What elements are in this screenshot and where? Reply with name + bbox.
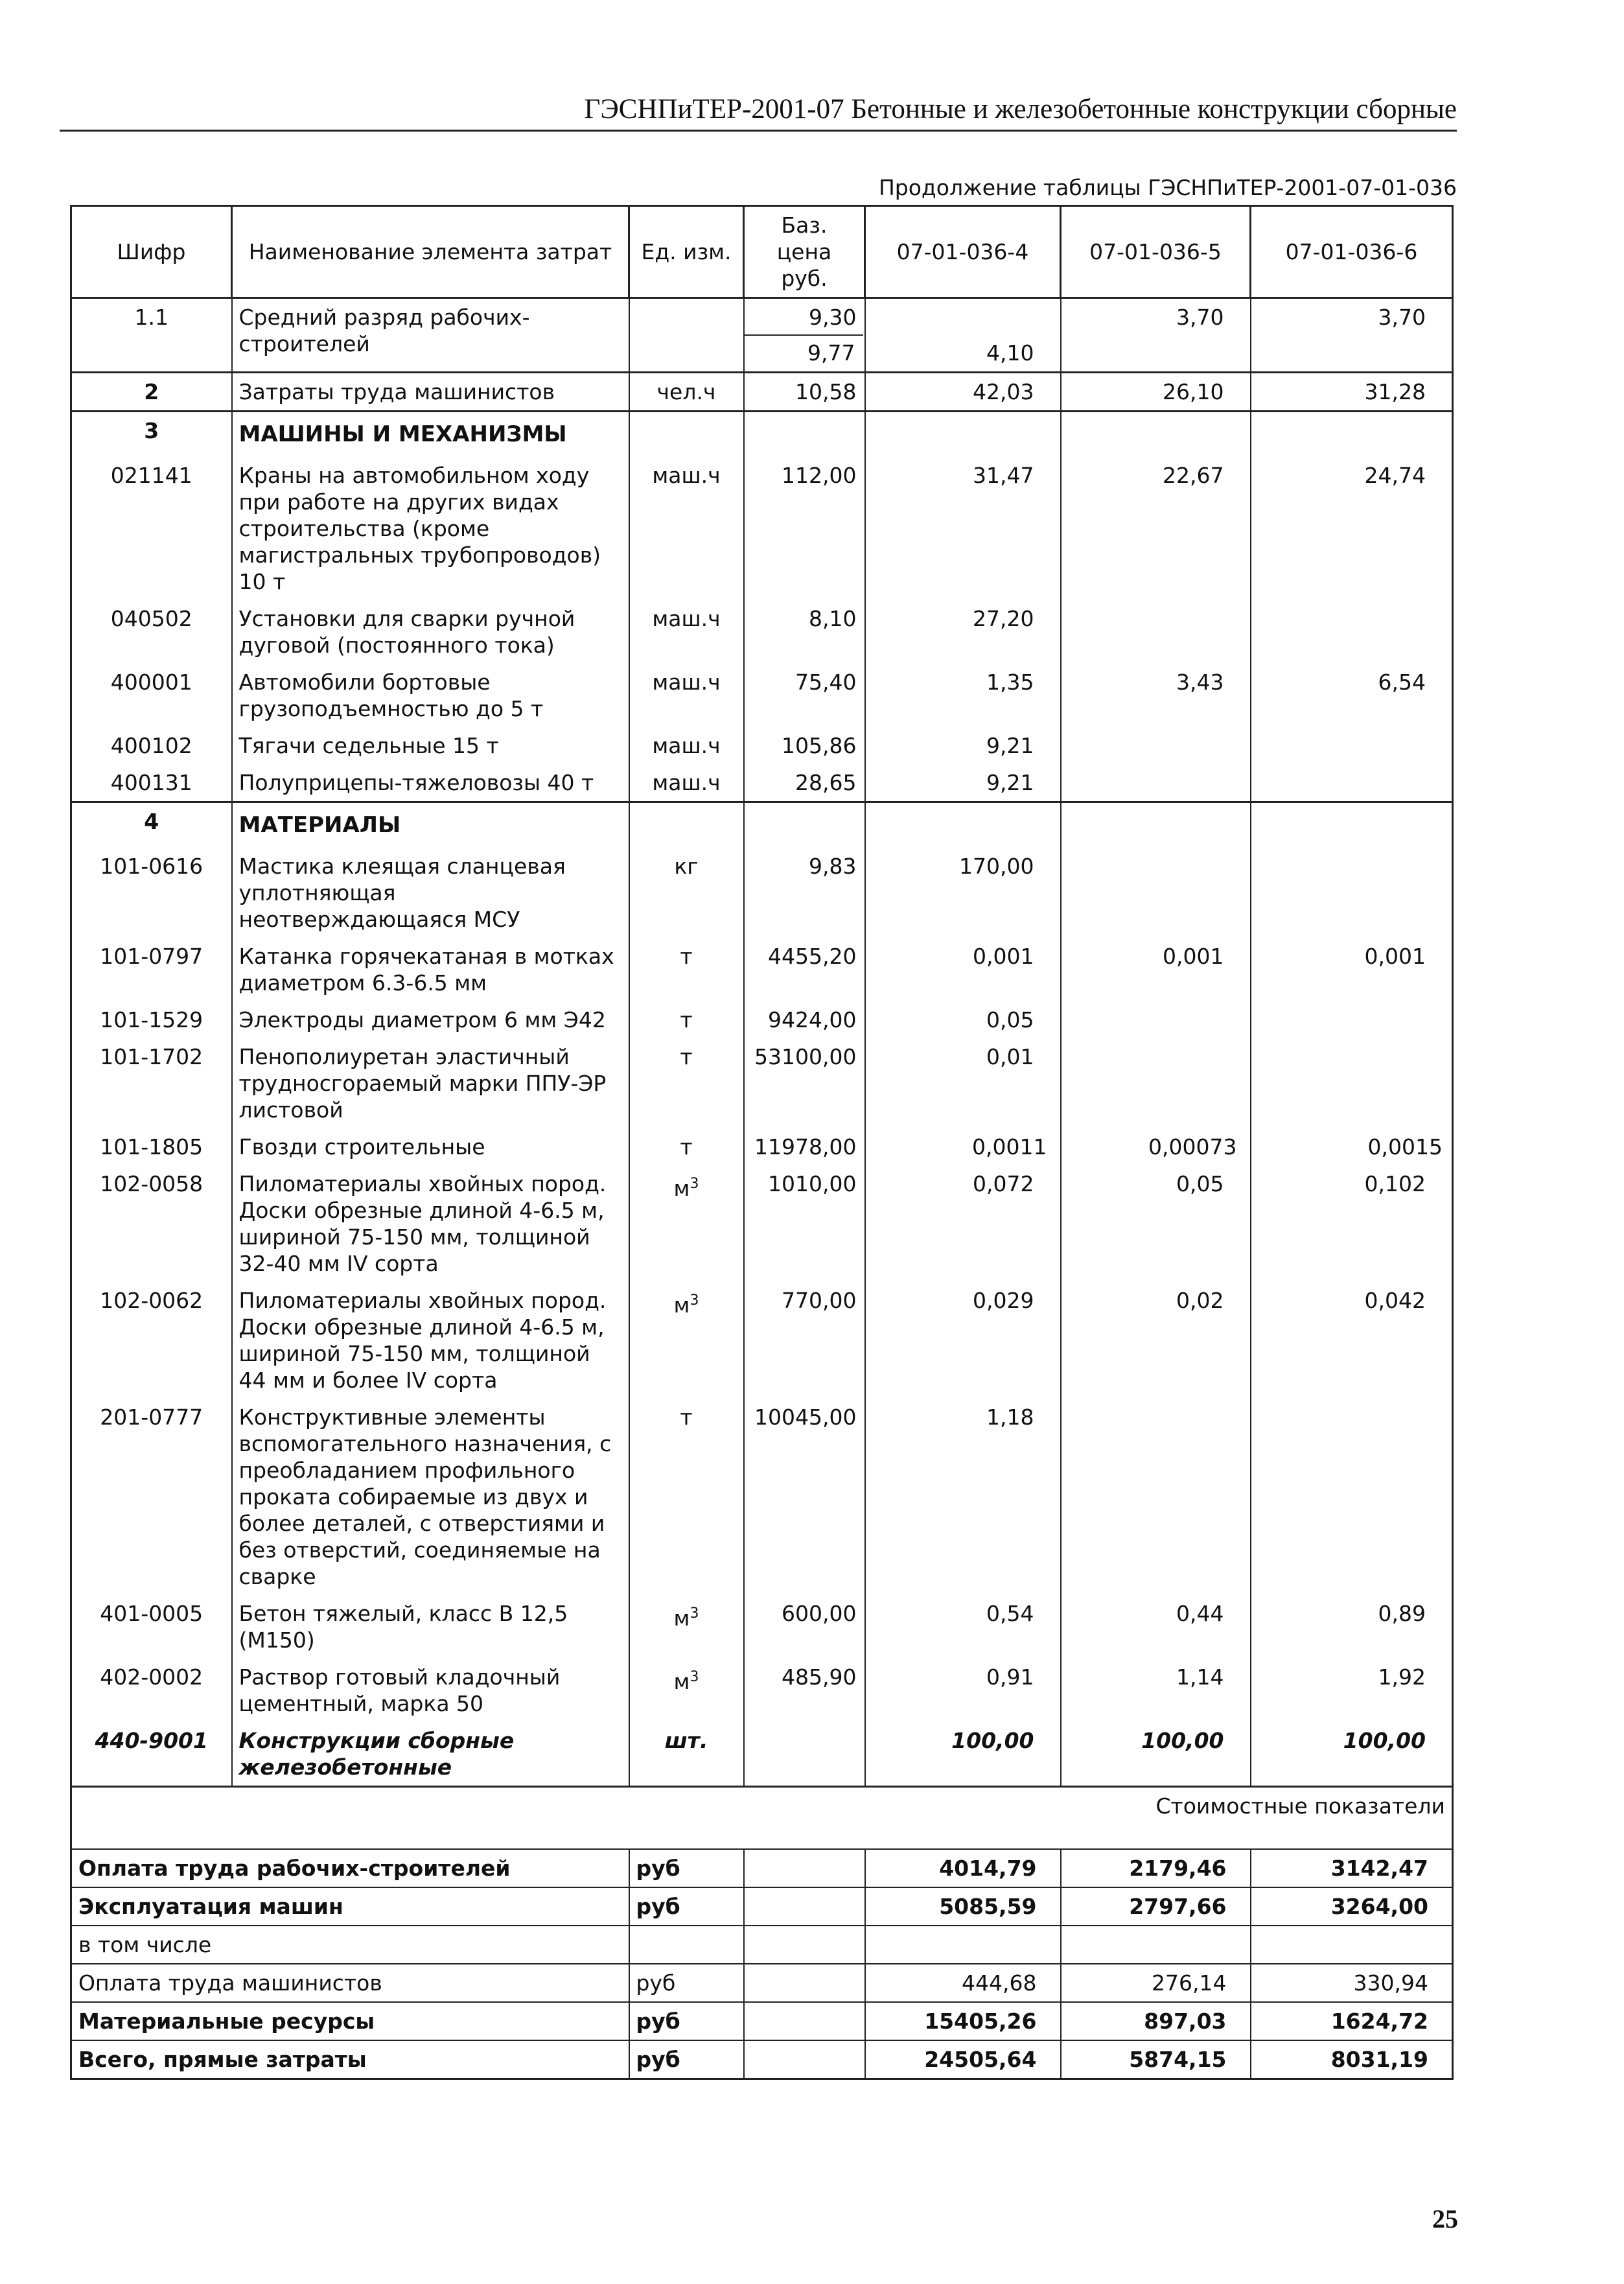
row-value-6 — [1251, 848, 1453, 938]
row-value-6: 24,74 — [1251, 457, 1453, 600]
row-name: Гвозди строительные — [232, 1128, 629, 1165]
section-row — [71, 802, 1453, 848]
row-value-5: 0,05 — [1061, 1165, 1251, 1282]
unit-text: м — [673, 1292, 690, 1318]
row-unit: шт. — [629, 1722, 744, 1787]
row-price: 28,65 — [744, 764, 865, 802]
row-price: 10,58 — [744, 373, 865, 412]
unit-superscript: 3 — [690, 1669, 699, 1685]
row-code: 102-0062 — [71, 1282, 232, 1399]
row-name: Бетон тяжелый, класс В 12,5 (М150) — [232, 1595, 629, 1659]
row-name: Конструктивные элементы вспомогательного назначения, с преобладанием профильного проката собираемые из двух и более деталей, с отверстиями и без отверстий, соединяемые на сварке — [232, 1399, 629, 1595]
unit-superscript: 3 — [690, 1176, 699, 1192]
unit-superscript: 3 — [690, 1605, 699, 1622]
row-name: Конструкции сборные железобетонные — [232, 1722, 629, 1787]
row-unit: т — [629, 1038, 744, 1128]
row-code: 402-0002 — [71, 1659, 232, 1722]
row-value-5: 0,44 — [1061, 1595, 1251, 1659]
cost-label: в том числе — [71, 1926, 629, 1964]
row-code: 101-1529 — [71, 1001, 232, 1038]
row-value-5 — [1061, 764, 1251, 802]
row-value-6: 0,042 — [1251, 1282, 1453, 1399]
page-number: 25 — [1432, 2204, 1458, 2233]
row-unit: маш.ч — [629, 764, 744, 802]
row-value-4: 27,20 — [865, 600, 1061, 664]
row-unit: маш.ч — [629, 727, 744, 764]
row-value-5 — [1061, 1001, 1251, 1038]
cost-value-6: 330,94 — [1251, 1964, 1453, 2002]
cost-unit: руб — [629, 2040, 744, 2079]
row-code: 040502 — [71, 600, 232, 664]
row-code: 101-1805 — [71, 1128, 232, 1165]
row-value-4: 9,21 — [865, 764, 1061, 802]
row-code: 201-0777 — [71, 1399, 232, 1595]
table-row — [71, 764, 1453, 802]
table-row — [71, 938, 1453, 1001]
row-unit: маш.ч — [629, 457, 744, 600]
row-value-5: 0,02 — [1061, 1282, 1251, 1399]
row-price: 112,00 — [744, 457, 865, 600]
row-value-6 — [1251, 727, 1453, 764]
row-value-6: 0,89 — [1251, 1595, 1453, 1659]
cost-value-5: 897,03 — [1061, 2002, 1251, 2040]
row-name: Автомобили бортовые грузоподъемностью до 5 т — [232, 664, 629, 727]
row-price: 105,86 — [744, 727, 865, 764]
row-price: 485,90 — [744, 1659, 865, 1722]
cost-title: Стоимостные показатели — [71, 1787, 1453, 1850]
row-value-4: 0,072 — [865, 1165, 1061, 1282]
row-price-a: 9,30 — [809, 305, 857, 330]
row-value-5 — [1061, 1038, 1251, 1128]
row-unit: т — [629, 1001, 744, 1038]
cost-row — [71, 1887, 1453, 1926]
cost-value-4: 24505,64 — [865, 2040, 1061, 2079]
row-code: 101-0797 — [71, 938, 232, 1001]
table-header-row — [71, 206, 1453, 298]
row-code: 2 — [71, 373, 232, 412]
row-price: 770,00 — [744, 1282, 865, 1399]
row-name: Пиломатериалы хвойных пород. Доски обрезные длиной 4-6.5 м, шириной 75-150 мм, толщиной 32-40 мм IV сорта — [232, 1165, 629, 1282]
row-price-b: 9,77 — [745, 334, 863, 366]
row-unit: т — [629, 938, 744, 1001]
row-value-4: 100,00 — [865, 1722, 1061, 1787]
row-price: 4455,20 — [744, 938, 865, 1001]
row-price: 10045,00 — [744, 1399, 865, 1595]
row-name: Пиломатериалы хвойных пород. Доски обрезные длиной 4-6.5 м, шириной 75-150 мм, толщиной 44 мм и более IV сорта — [232, 1282, 629, 1399]
cost-label: Эксплуатация машин — [71, 1887, 629, 1926]
row-price: 8,10 — [744, 600, 865, 664]
row-value-6: 31,28 — [1251, 373, 1453, 412]
column-header-base-price: Баз. цена руб. — [744, 206, 865, 298]
row-code: 400001 — [71, 664, 232, 727]
cost-value-4: 5085,59 — [865, 1887, 1061, 1926]
row-value-6 — [1251, 1001, 1453, 1038]
row-code: 440-9001 — [71, 1722, 232, 1787]
row-price: 11978,00 — [744, 1128, 865, 1165]
row-code: 101-1702 — [71, 1038, 232, 1128]
row-value-5: 3,43 — [1061, 664, 1251, 727]
row-value-4: 31,47 — [865, 457, 1061, 600]
row-unit — [629, 1165, 744, 1282]
row-value-6 — [1251, 1038, 1453, 1128]
row-name: Пенополиуретан эластичный трудносгораемый марки ППУ-ЭР листовой — [232, 1038, 629, 1128]
table-row — [71, 457, 1453, 600]
cost-unit: руб — [629, 2002, 744, 2040]
cost-unit: руб — [629, 1887, 744, 1926]
row-value-4: 170,00 — [865, 848, 1061, 938]
row-value-5: 26,10 — [1061, 373, 1251, 412]
row-value-5: 22,67 — [1061, 457, 1251, 600]
cost-row — [71, 1849, 1453, 1887]
row-value-5 — [1061, 600, 1251, 664]
cost-label: Материальные ресурсы — [71, 2002, 629, 2040]
row-unit: т — [629, 1128, 744, 1165]
row-code: 400131 — [71, 764, 232, 802]
row-unit: маш.ч — [629, 664, 744, 727]
row-unit: чел.ч — [629, 373, 744, 412]
row-price — [744, 1722, 865, 1787]
row-name: Затраты труда машинистов — [232, 373, 629, 412]
row-price — [744, 298, 865, 373]
row-value-5 — [1061, 727, 1251, 764]
column-header-name: Наименование элемента затрат — [232, 206, 629, 298]
unit-text: м — [673, 1605, 690, 1631]
cost-row — [71, 1964, 1453, 2002]
row-value-5: 0,00073 — [1061, 1128, 1251, 1165]
row-value-4: 1,18 — [865, 1399, 1061, 1595]
table-row — [71, 298, 1453, 373]
row-value-5 — [1061, 848, 1251, 938]
row-value-6: 0,001 — [1251, 938, 1453, 1001]
row-value-6: 100,00 — [1251, 1722, 1453, 1787]
cost-value-6: 3264,00 — [1251, 1887, 1453, 1926]
table-row — [71, 1128, 1453, 1165]
row-price: 53100,00 — [744, 1038, 865, 1128]
row-price: 600,00 — [744, 1595, 865, 1659]
row-name: Средний разряд рабочих-строителей — [232, 298, 629, 373]
row-code: 1.1 — [71, 298, 232, 373]
cost-label: Оплата труда рабочих-строителей — [71, 1849, 629, 1887]
row-value-6 — [1251, 1399, 1453, 1595]
table-row — [71, 727, 1453, 764]
cost-value-6: 1624,72 — [1251, 2002, 1453, 2040]
row-value-4: 0,0011 — [865, 1128, 1061, 1165]
section-row — [71, 412, 1453, 458]
unit-text: м — [673, 1669, 690, 1694]
table-row — [71, 848, 1453, 938]
column-header-unit: Ед. изм. — [629, 206, 744, 298]
column-header-code: Шифр — [71, 206, 232, 298]
cost-value-4: 4014,79 — [865, 1849, 1061, 1887]
row-name: Краны на автомобильном ходу при работе на других видах строительства (кроме магистральных трубопроводов) 10 т — [232, 457, 629, 600]
cost-value-4: 15405,26 — [865, 2002, 1061, 2040]
row-price: 1010,00 — [744, 1165, 865, 1282]
cost-value-6: 8031,19 — [1251, 2040, 1453, 2079]
row-value-6: 3,70 — [1251, 298, 1453, 373]
table-caption: Продолжение таблицы ГЭСНПиТЕР-2001-07-01-036 — [878, 175, 1457, 200]
row-value-6: 6,54 — [1251, 664, 1453, 727]
table-row — [71, 1659, 1453, 1722]
row-value-4: 1,35 — [865, 664, 1061, 727]
cost-unit: руб — [629, 1964, 744, 2002]
table-row — [71, 1399, 1453, 1595]
table-row — [71, 664, 1453, 727]
resource-table — [70, 205, 1454, 2080]
row-name: Тягачи седельные 15 т — [232, 727, 629, 764]
cost-value-5: 5874,15 — [1061, 2040, 1251, 2079]
row-code: 102-0058 — [71, 1165, 232, 1282]
cost-label: Оплата труда машинистов — [71, 1964, 629, 2002]
row-name: Полуприцепы-тяжеловозы 40 т — [232, 764, 629, 802]
row-value-6 — [1251, 600, 1453, 664]
row-value-4: 0,54 — [865, 1595, 1061, 1659]
unit-superscript: 3 — [690, 1292, 699, 1309]
cost-value-5: 2797,66 — [1061, 1887, 1251, 1926]
row-price: 9424,00 — [744, 1001, 865, 1038]
row-value-4: 4,10 — [865, 298, 1061, 373]
row-unit — [629, 1595, 744, 1659]
cost-label: Всего, прямые затраты — [71, 2040, 629, 2079]
section-title: МАТЕРИАЛЫ — [232, 802, 629, 848]
section-code: 3 — [71, 412, 232, 458]
row-value-4: 0,01 — [865, 1038, 1061, 1128]
row-code: 401-0005 — [71, 1595, 232, 1659]
cost-title-row — [71, 1787, 1453, 1850]
row-unit — [629, 298, 744, 373]
row-value-6: 1,92 — [1251, 1659, 1453, 1722]
table-row — [71, 1165, 1453, 1282]
row-value-5: 100,00 — [1061, 1722, 1251, 1787]
row-value-5 — [1061, 1399, 1251, 1595]
row-value-5: 3,70 — [1061, 298, 1251, 373]
table-row — [71, 1038, 1453, 1128]
row-value-4: 0,91 — [865, 1659, 1061, 1722]
row-name: Установки для сварки ручной дуговой (постоянного тока) — [232, 600, 629, 664]
section-title: МАШИНЫ И МЕХАНИЗМЫ — [232, 412, 629, 458]
row-value-6: 0,0015 — [1251, 1128, 1453, 1165]
cost-row — [71, 2002, 1453, 2040]
row-value-4: 0,05 — [865, 1001, 1061, 1038]
column-header-variant-6: 07-01-036-6 — [1251, 206, 1453, 298]
page-header: ГЭСНПиТЕР-2001-07 Бетонные и железобетонные конструкции сборные — [60, 89, 1457, 132]
row-price: 9,83 — [744, 848, 865, 938]
table-row — [71, 600, 1453, 664]
row-unit: т — [629, 1399, 744, 1595]
row-name: Катанка горячекатаная в мотках диаметром 6.3-6.5 мм — [232, 938, 629, 1001]
row-value-4: 42,03 — [865, 373, 1061, 412]
row-unit: маш.ч — [629, 600, 744, 664]
cost-value-6: 3142,47 — [1251, 1849, 1453, 1887]
row-name: Мастика клеящая сланцевая уплотняющая неотверждающаяся МСУ — [232, 848, 629, 938]
row-value-6: 0,102 — [1251, 1165, 1453, 1282]
table-row — [71, 1282, 1453, 1399]
row-code: 101-0616 — [71, 848, 232, 938]
row-value-4: 0,029 — [865, 1282, 1061, 1399]
row-price: 75,40 — [744, 664, 865, 727]
table-row — [71, 1001, 1453, 1038]
table-row — [71, 1595, 1453, 1659]
row-value-4: 0,001 — [865, 938, 1061, 1001]
row-value-4: 9,21 — [865, 727, 1061, 764]
row-name: Электроды диаметром 6 мм Э42 — [232, 1001, 629, 1038]
unit-text: м — [673, 1176, 690, 1201]
cost-value-5: 276,14 — [1061, 1964, 1251, 2002]
row-value-6 — [1251, 764, 1453, 802]
table-row — [71, 1722, 1453, 1787]
row-unit — [629, 1659, 744, 1722]
row-unit: кг — [629, 848, 744, 938]
row-unit — [629, 1282, 744, 1399]
column-header-variant-4: 07-01-036-4 — [865, 206, 1061, 298]
cost-row — [71, 2040, 1453, 2079]
cost-unit: руб — [629, 1849, 744, 1887]
cost-value-5: 2179,46 — [1061, 1849, 1251, 1887]
row-code: 400102 — [71, 727, 232, 764]
row-code: 021141 — [71, 457, 232, 600]
cost-row — [71, 1926, 1453, 1964]
section-code: 4 — [71, 802, 232, 848]
row-value-5: 0,001 — [1061, 938, 1251, 1001]
table-row — [71, 373, 1453, 412]
row-value-5: 1,14 — [1061, 1659, 1251, 1722]
column-header-variant-5: 07-01-036-5 — [1061, 206, 1251, 298]
cost-value-4: 444,68 — [865, 1964, 1061, 2002]
row-name: Раствор готовый кладочный цементный, марка 50 — [232, 1659, 629, 1722]
